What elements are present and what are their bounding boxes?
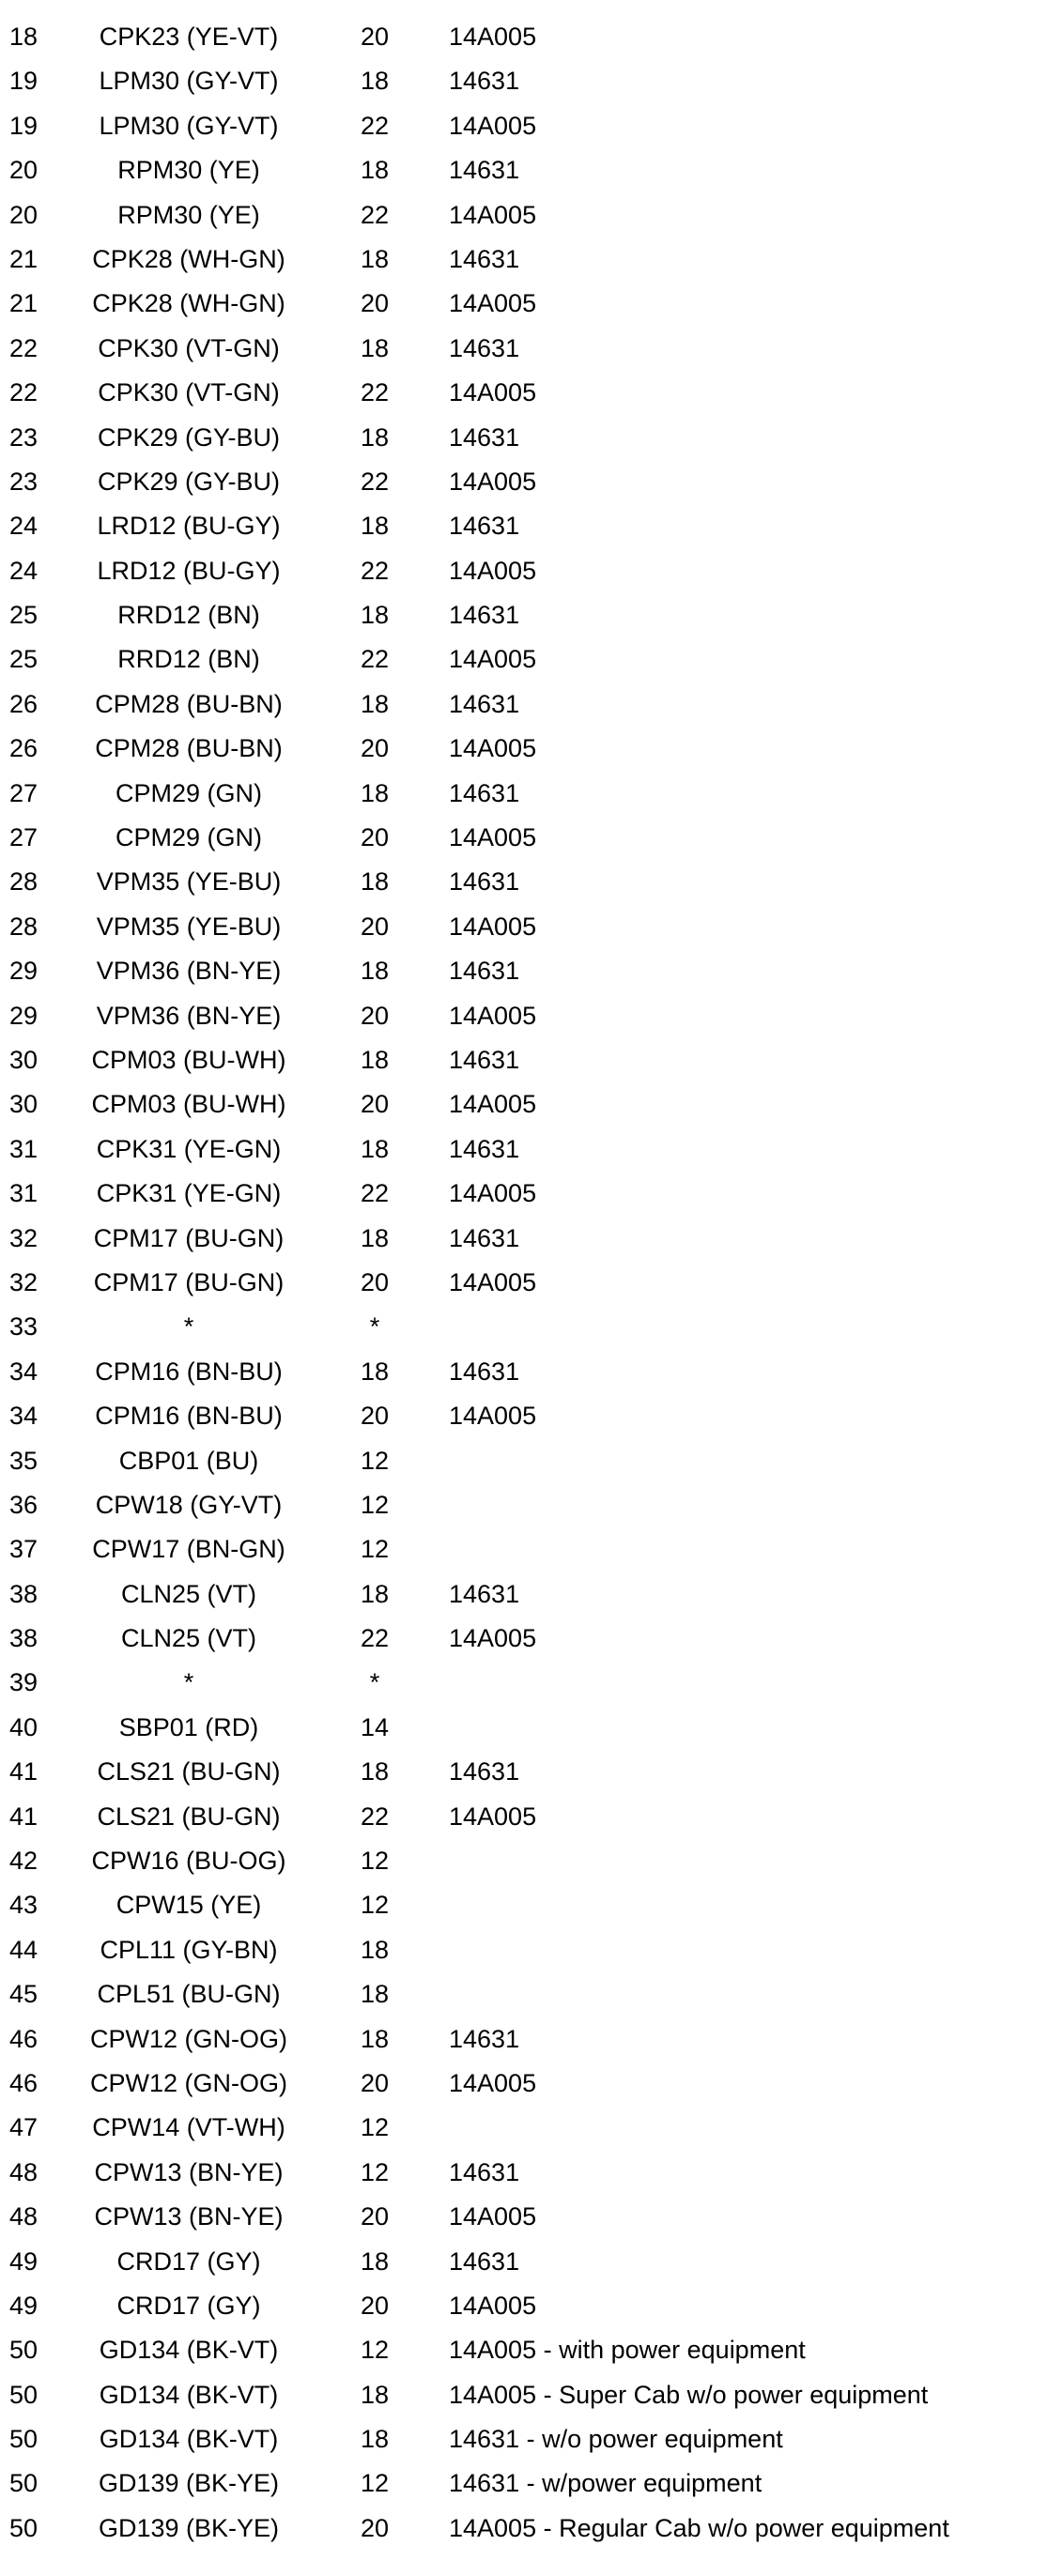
pin-number: 48	[9, 2157, 39, 2186]
table-row	[0, 371, 1063, 415]
wire-gauge: 22	[360, 556, 390, 585]
table-row	[0, 1972, 1063, 2016]
part-note: 14A005	[449, 23, 537, 51]
pin-number: 44	[9, 1935, 39, 1964]
circuit-code: CPM03 (BU-WH)	[91, 1045, 286, 1074]
circuit-code: CPL11 (GY-BN)	[100, 1935, 278, 1964]
circuit-code: CLS21 (BU-GN)	[97, 1802, 281, 1831]
table-row	[0, 816, 1063, 860]
part-note: 14631	[449, 1757, 520, 1786]
pin-number: 29	[9, 957, 39, 986]
pin-number: 42	[9, 1847, 39, 1876]
circuit-code: RRD12 (BN)	[117, 645, 260, 674]
pin-number: 23	[9, 422, 39, 452]
part-note: 14631	[449, 512, 520, 541]
table-row	[0, 1839, 1063, 1883]
circuit-code: SBP01 (RD)	[118, 1712, 259, 1741]
circuit-code: CPM28 (BU-BN)	[95, 689, 283, 718]
table-row	[0, 1439, 1063, 1483]
part-note: 14631 - w/o power equipment	[449, 2425, 783, 2454]
pin-number: 45	[9, 1980, 39, 2009]
part-note: 14631	[449, 156, 520, 185]
wire-gauge: 22	[360, 200, 390, 229]
wire-gauge: 22	[360, 1624, 390, 1653]
wire-gauge: 22	[360, 467, 390, 496]
wire-gauge: 18	[360, 778, 390, 807]
part-note: 14A005	[449, 645, 537, 674]
table-row	[0, 460, 1063, 504]
wire-gauge: 12	[360, 1891, 390, 1920]
wire-gauge: 20	[360, 823, 390, 852]
pin-number: 40	[9, 1712, 39, 1741]
table-row	[0, 2017, 1063, 2062]
pin-number: 23	[9, 467, 39, 496]
wire-gauge: 18	[360, 957, 390, 986]
part-note: 14A005	[449, 1802, 537, 1831]
part-note: 14631	[449, 2246, 520, 2276]
table-row	[0, 1127, 1063, 1172]
wire-gauge: 12	[360, 1446, 390, 1475]
pin-number: 34	[9, 1402, 39, 1431]
wire-gauge: 20	[360, 2513, 390, 2542]
table-row	[0, 949, 1063, 993]
pin-number: 33	[9, 1312, 39, 1342]
table-row	[0, 1305, 1063, 1349]
pin-number: 21	[9, 289, 39, 318]
pin-number: 28	[9, 912, 39, 941]
table-row	[0, 1706, 1063, 1750]
pin-number: 36	[9, 1490, 39, 1519]
pin-number: 25	[9, 601, 39, 630]
pin-number: 22	[9, 333, 39, 362]
part-note: 14631	[449, 1134, 520, 1163]
table-row	[0, 238, 1063, 282]
table-row	[0, 148, 1063, 192]
table-row	[0, 2062, 1063, 2106]
wire-gauge: 18	[360, 689, 390, 718]
wire-gauge: 20	[360, 289, 390, 318]
part-note: 14631	[449, 1357, 520, 1386]
circuit-code: LRD12 (BU-GY)	[97, 556, 281, 585]
table-row	[0, 637, 1063, 682]
pin-number: 50	[9, 2469, 39, 2498]
wire-gauge: 18	[360, 2246, 390, 2276]
wire-gauge: 20	[360, 912, 390, 941]
part-note: 14631	[449, 867, 520, 897]
pin-number: 38	[9, 1579, 39, 1608]
wire-gauge: 22	[360, 378, 390, 407]
part-note: 14631	[449, 601, 520, 630]
circuit-code: CPW13 (BN-YE)	[94, 2157, 284, 2186]
table-row	[0, 1261, 1063, 1305]
table-row	[0, 1350, 1063, 1394]
part-note: 14631	[449, 422, 520, 452]
table-row	[0, 1483, 1063, 1527]
pin-number: 48	[9, 2202, 39, 2231]
pin-number: 39	[9, 1668, 39, 1697]
wire-gauge: 20	[360, 1090, 390, 1119]
table-row	[0, 593, 1063, 637]
pin-number: 26	[9, 734, 39, 763]
table-row	[0, 905, 1063, 949]
wire-gauge: 22	[360, 1179, 390, 1208]
pin-number: 25	[9, 645, 39, 674]
part-note: 14631	[449, 1223, 520, 1252]
pin-number: 27	[9, 823, 39, 852]
pin-number: 19	[9, 67, 39, 96]
part-note: 14A005	[449, 912, 537, 941]
wire-gauge: 18	[360, 333, 390, 362]
table-row	[0, 727, 1063, 771]
wire-gauge: 18	[360, 1357, 390, 1386]
part-note: 14A005	[449, 734, 537, 763]
wire-gauge: 18	[360, 512, 390, 541]
pin-number: 26	[9, 689, 39, 718]
circuit-code: CPM16 (BN-BU)	[95, 1357, 283, 1386]
wire-gauge: 20	[360, 2068, 390, 2097]
table-row	[0, 1883, 1063, 1927]
table-row	[0, 416, 1063, 460]
table-row	[0, 2328, 1063, 2372]
table-row	[0, 1928, 1063, 1972]
wire-gauge: 12	[360, 2113, 390, 2142]
circuit-code: GD139 (BK-YE)	[98, 2513, 280, 2542]
part-note: 14A005	[449, 556, 537, 585]
pin-table	[0, 15, 1063, 2551]
circuit-code: CPK28 (WH-GN)	[92, 244, 285, 273]
table-row	[0, 282, 1063, 326]
pin-number: 30	[9, 1045, 39, 1074]
circuit-code: CPW17 (BN-GN)	[92, 1535, 285, 1564]
part-note: 14A005	[449, 2291, 537, 2320]
pin-number: 20	[9, 200, 39, 229]
wire-gauge: 18	[360, 67, 390, 96]
circuit-code: CBP01 (BU)	[118, 1446, 259, 1475]
part-note: 14A005	[449, 2068, 537, 2097]
part-note: 14631	[449, 1045, 520, 1074]
circuit-code: CRD17 (GY)	[116, 2291, 261, 2320]
circuit-code: VPM36 (BN-YE)	[96, 957, 282, 986]
pin-number: 38	[9, 1624, 39, 1653]
table-row	[0, 1572, 1063, 1617]
table-row	[0, 1394, 1063, 1438]
circuit-code: GD139 (BK-YE)	[98, 2469, 280, 2498]
circuit-code: VPM35 (YE-BU)	[96, 867, 282, 897]
pin-number: 27	[9, 778, 39, 807]
part-note: 14A005	[449, 378, 537, 407]
circuit-code: *	[183, 1668, 194, 1697]
circuit-code: CPK31 (YE-GN)	[96, 1134, 282, 1163]
pin-number: 34	[9, 1357, 39, 1386]
part-note: 14A005	[449, 467, 537, 496]
circuit-code: CPM17 (BU-GN)	[93, 1267, 285, 1296]
table-row	[0, 1038, 1063, 1082]
circuit-code: CPM29 (GN)	[115, 823, 262, 852]
circuit-code: CRD17 (GY)	[116, 2246, 261, 2276]
table-row	[0, 104, 1063, 148]
table-row	[0, 2240, 1063, 2284]
wire-gauge: 20	[360, 1001, 390, 1030]
wire-gauge: 18	[360, 1045, 390, 1074]
table-row	[0, 15, 1063, 59]
wire-gauge: *	[369, 1668, 380, 1697]
circuit-code: GD134 (BK-VT)	[99, 2336, 279, 2365]
pin-number: 30	[9, 1090, 39, 1119]
circuit-code: LPM30 (GY-VT)	[99, 67, 279, 96]
table-row	[0, 772, 1063, 816]
part-note: 14631	[449, 689, 520, 718]
part-note: 14A005	[449, 2202, 537, 2231]
table-row	[0, 2507, 1063, 2551]
circuit-code: CPW13 (BN-YE)	[94, 2202, 284, 2231]
table-row	[0, 1082, 1063, 1127]
circuit-code: CPM17 (BU-GN)	[93, 1223, 285, 1252]
table-row	[0, 994, 1063, 1038]
pin-number: 41	[9, 1802, 39, 1831]
part-note: 14A005	[449, 1267, 537, 1296]
circuit-code: LRD12 (BU-GY)	[97, 512, 281, 541]
table-row	[0, 2151, 1063, 2195]
table-row	[0, 193, 1063, 238]
circuit-code: CPK30 (VT-GN)	[98, 378, 280, 407]
circuit-code: CPK30 (VT-GN)	[98, 333, 280, 362]
wire-gauge: 20	[360, 2291, 390, 2320]
wire-gauge: 18	[360, 2380, 390, 2409]
pin-number: 31	[9, 1134, 39, 1163]
pin-number: 47	[9, 2113, 39, 2142]
table-row	[0, 1617, 1063, 1661]
table-row	[0, 59, 1063, 103]
wire-gauge: 12	[360, 1847, 390, 1876]
circuit-code: CLS21 (BU-GN)	[97, 1757, 281, 1786]
part-note: 14631 - w/power equipment	[449, 2469, 763, 2498]
wire-gauge: 18	[360, 1980, 390, 2009]
wire-gauge: 12	[360, 1535, 390, 1564]
wire-gauge: 18	[360, 244, 390, 273]
pin-number: 24	[9, 512, 39, 541]
wire-gauge: 20	[360, 734, 390, 763]
pin-number: 46	[9, 2024, 39, 2053]
wire-gauge: 18	[360, 867, 390, 897]
pin-number: 31	[9, 1179, 39, 1208]
wire-gauge: 12	[360, 1490, 390, 1519]
wire-gauge: 18	[360, 601, 390, 630]
pin-number: 21	[9, 244, 39, 273]
circuit-code: CLN25 (VT)	[120, 1624, 257, 1653]
circuit-code: CPK31 (YE-GN)	[96, 1179, 282, 1208]
pin-number: 37	[9, 1535, 39, 1564]
part-note: 14631	[449, 2024, 520, 2053]
table-row	[0, 504, 1063, 548]
circuit-code: CPW15 (YE)	[116, 1891, 262, 1920]
part-note: 14631	[449, 333, 520, 362]
wire-gauge: 18	[360, 156, 390, 185]
wire-gauge: 12	[360, 2157, 390, 2186]
circuit-code: GD134 (BK-VT)	[99, 2425, 279, 2454]
circuit-code: CPW12 (GN-OG)	[89, 2024, 287, 2053]
part-note: 14A005	[449, 1179, 537, 1208]
pin-number: 46	[9, 2068, 39, 2097]
table-row	[0, 2373, 1063, 2417]
circuit-code: VPM36 (BN-YE)	[96, 1001, 282, 1030]
pin-number: 49	[9, 2246, 39, 2276]
part-note: 14631	[449, 957, 520, 986]
circuit-code: RRD12 (BN)	[117, 601, 260, 630]
table-row	[0, 1527, 1063, 1572]
wire-gauge: 18	[360, 1579, 390, 1608]
circuit-code: CPW12 (GN-OG)	[89, 2068, 287, 2097]
part-note: 14A005	[449, 1624, 537, 1653]
circuit-code: *	[183, 1312, 194, 1342]
table-row	[0, 327, 1063, 371]
part-note: 14A005	[449, 1001, 537, 1030]
circuit-code: CPK23 (YE-VT)	[99, 23, 279, 51]
circuit-code: CLN25 (VT)	[120, 1579, 257, 1608]
table-row	[0, 2284, 1063, 2328]
wire-gauge: 18	[360, 1757, 390, 1786]
wire-gauge: 12	[360, 2469, 390, 2498]
circuit-code: VPM35 (YE-BU)	[96, 912, 282, 941]
circuit-code: CPL51 (BU-GN)	[97, 1980, 281, 2009]
pin-number: 18	[9, 23, 39, 51]
part-note: 14A005	[449, 823, 537, 852]
part-note: 14631	[449, 778, 520, 807]
table-row	[0, 1217, 1063, 1261]
wire-gauge: 20	[360, 23, 390, 51]
wire-gauge: 14	[360, 1712, 390, 1741]
pin-number: 41	[9, 1757, 39, 1786]
wire-gauge: 18	[360, 1134, 390, 1163]
pin-number: 32	[9, 1267, 39, 1296]
table-row	[0, 2417, 1063, 2461]
table-row	[0, 682, 1063, 727]
circuit-code: CPW16 (BU-OG)	[91, 1847, 286, 1876]
table-row	[0, 1750, 1063, 1794]
pin-number: 49	[9, 2291, 39, 2320]
part-note: 14A005 - with power equipment	[449, 2336, 806, 2365]
table-row	[0, 1172, 1063, 1216]
part-note: 14A005	[449, 289, 537, 318]
pin-number: 29	[9, 1001, 39, 1030]
circuit-code: GD134 (BK-VT)	[99, 2380, 279, 2409]
table-row	[0, 2106, 1063, 2150]
part-note: 14A005	[449, 200, 537, 229]
wire-gauge: *	[369, 1312, 380, 1342]
wire-gauge: 20	[360, 1267, 390, 1296]
pin-number: 20	[9, 156, 39, 185]
pin-number: 50	[9, 2425, 39, 2454]
table-row	[0, 860, 1063, 904]
wire-gauge: 22	[360, 645, 390, 674]
part-note: 14A005	[449, 111, 537, 140]
table-row	[0, 2195, 1063, 2239]
circuit-code: CPK29 (GY-BU)	[97, 467, 281, 496]
wire-gauge: 22	[360, 1802, 390, 1831]
table-row	[0, 2461, 1063, 2506]
pin-number: 43	[9, 1891, 39, 1920]
pin-number: 32	[9, 1223, 39, 1252]
part-note: 14A005	[449, 1402, 537, 1431]
circuit-code: RPM30 (YE)	[117, 200, 260, 229]
circuit-code: CPK29 (GY-BU)	[97, 422, 281, 452]
pin-number: 35	[9, 1446, 39, 1475]
part-note: 14A005	[449, 1090, 537, 1119]
wire-gauge: 20	[360, 2202, 390, 2231]
pin-number: 22	[9, 378, 39, 407]
table-row	[0, 549, 1063, 593]
pin-number: 50	[9, 2336, 39, 2365]
wire-gauge: 22	[360, 111, 390, 140]
wire-gauge: 20	[360, 1402, 390, 1431]
circuit-code: RPM30 (YE)	[117, 156, 260, 185]
circuit-code: CPK28 (WH-GN)	[92, 289, 285, 318]
pin-number: 24	[9, 556, 39, 585]
pin-number: 50	[9, 2380, 39, 2409]
wire-gauge: 18	[360, 2425, 390, 2454]
pin-number: 19	[9, 111, 39, 140]
wire-gauge: 18	[360, 2024, 390, 2053]
circuit-code: LPM30 (GY-VT)	[99, 111, 279, 140]
wire-gauge: 18	[360, 1935, 390, 1964]
part-note: 14631	[449, 1579, 520, 1608]
circuit-code: CPW14 (VT-WH)	[92, 2113, 285, 2142]
circuit-code: CPM03 (BU-WH)	[91, 1090, 286, 1119]
part-note: 14A005 - Super Cab w/o power equipment	[449, 2380, 929, 2409]
part-note: 14631	[449, 67, 520, 96]
wire-gauge: 12	[360, 2336, 390, 2365]
wire-gauge: 18	[360, 1223, 390, 1252]
part-note: 14631	[449, 244, 520, 273]
circuit-code: CPM28 (BU-BN)	[95, 734, 283, 763]
wire-gauge: 18	[360, 422, 390, 452]
table-row	[0, 1661, 1063, 1705]
pin-number: 28	[9, 867, 39, 897]
circuit-code: CPM16 (BN-BU)	[95, 1402, 283, 1431]
part-note: 14A005 - Regular Cab w/o power equipment	[449, 2513, 949, 2542]
circuit-code: CPW18 (GY-VT)	[95, 1490, 283, 1519]
table-row	[0, 1795, 1063, 1839]
part-note: 14631	[449, 2157, 520, 2186]
pin-number: 50	[9, 2513, 39, 2542]
circuit-code: CPM29 (GN)	[115, 778, 262, 807]
